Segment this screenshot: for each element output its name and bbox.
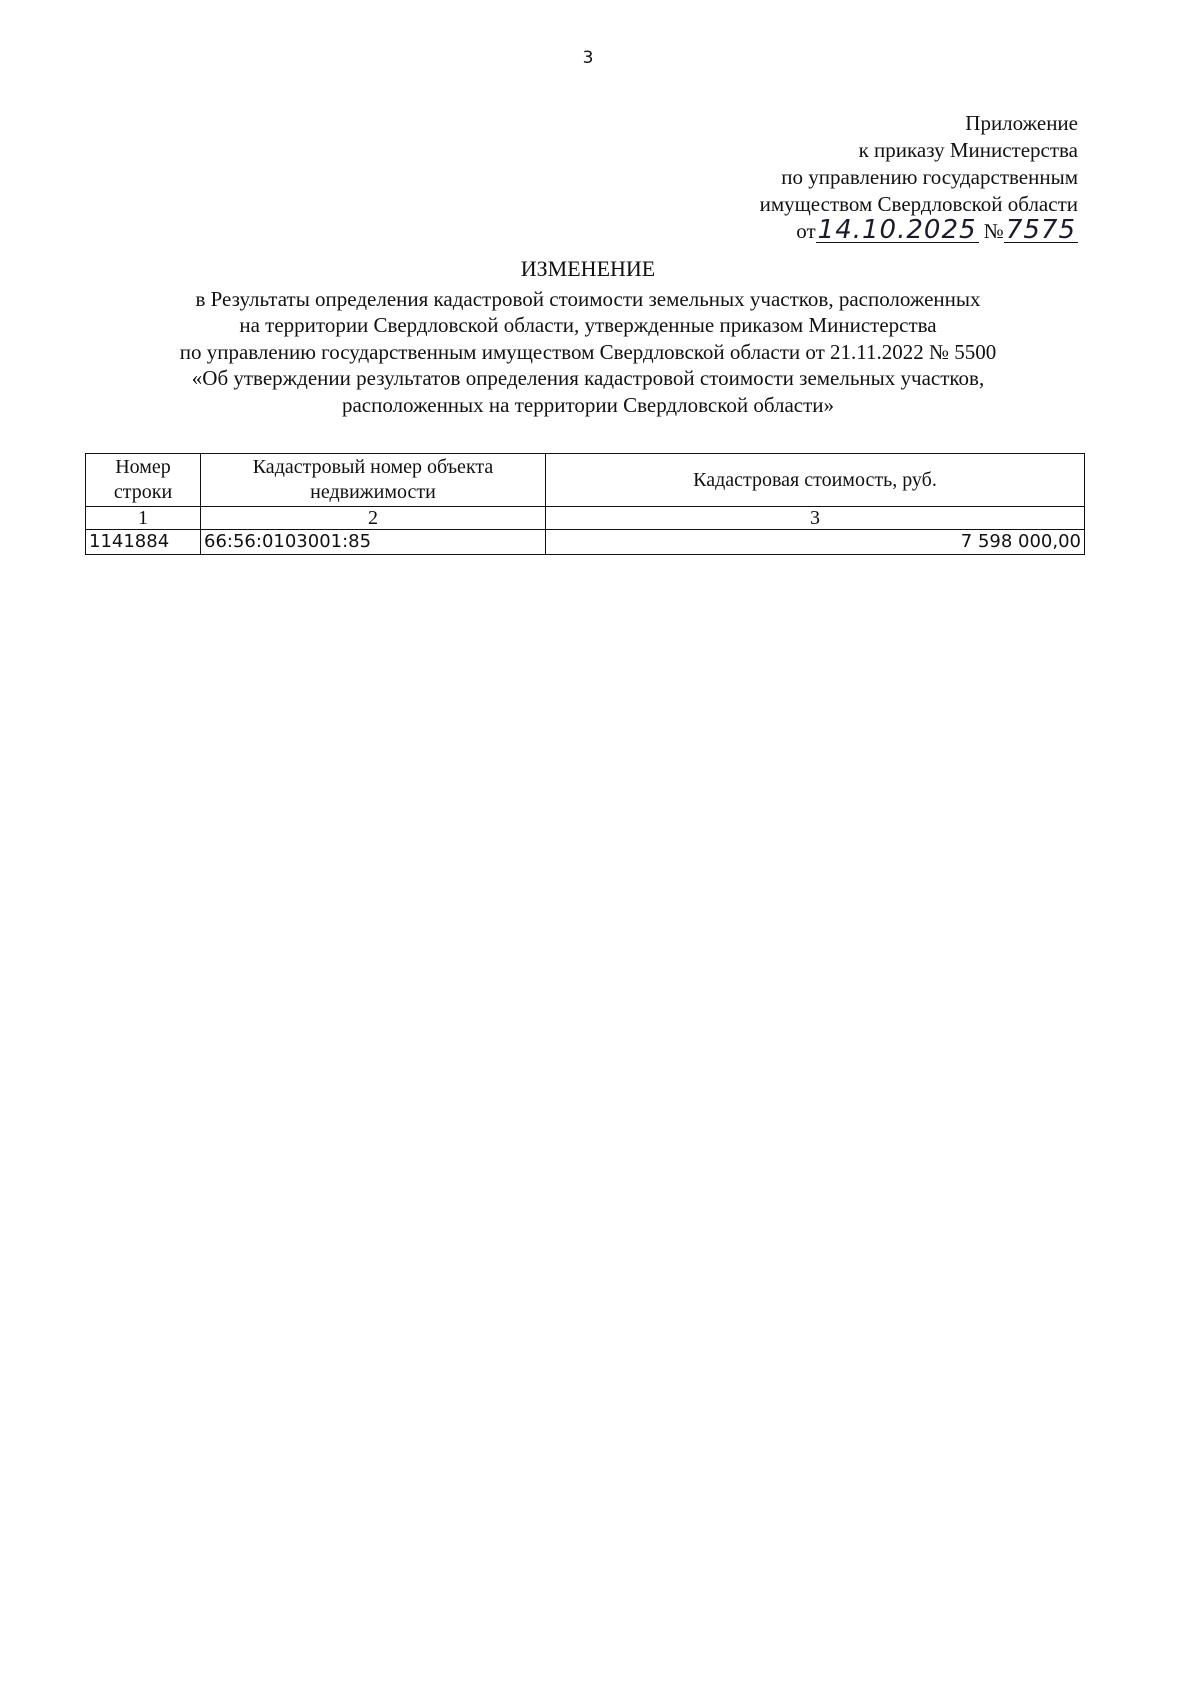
table-row bbox=[86, 530, 1085, 555]
number-prefix: № bbox=[983, 219, 1004, 243]
cadastral-value-table bbox=[85, 453, 1085, 555]
appendix-line: имуществом Свердловской области bbox=[759, 192, 1078, 216]
title-line: по управлению государственным имуществом Свердловской области от 21.11.2022 № 5500 bbox=[179, 339, 997, 364]
appendix-line: Приложение bbox=[965, 111, 1078, 135]
page-number: 3 bbox=[582, 48, 594, 68]
appendix-block bbox=[760, 110, 1078, 245]
title-line: на территории Свердловской области, утвержденные приказом Министерства bbox=[239, 313, 937, 337]
appendix-line: к приказу Министерства bbox=[858, 138, 1078, 162]
title-line: «Об утверждении результатов определения кадастровой стоимости земельных участков, bbox=[191, 366, 985, 390]
column-number: 1 bbox=[86, 507, 201, 530]
title-line: в Результаты определения кадастровой стоимости земельных участков, расположенных bbox=[195, 286, 981, 311]
cadastral-number-cell: 66:56:0103001:85 bbox=[201, 530, 546, 555]
document-title-block bbox=[0, 256, 1176, 418]
handwritten-number: 7575 bbox=[1005, 215, 1076, 245]
handwritten-date: 14.10.2025 bbox=[817, 215, 977, 245]
order-date-number-line bbox=[760, 215, 1078, 245]
column-number: 2 bbox=[201, 507, 546, 530]
row-number-cell: 1141884 bbox=[86, 530, 201, 555]
column-number-row bbox=[86, 507, 1085, 530]
header-cost: Кадастровая стоимость, руб. bbox=[546, 454, 1085, 507]
appendix-line: по управлению государственным bbox=[781, 165, 1078, 189]
title-line: расположенных на территории Свердловской области» bbox=[341, 392, 835, 417]
date-prefix: от bbox=[796, 219, 816, 243]
header-cadastral-number: Кадастровый номер объекта недвижимости bbox=[201, 454, 546, 507]
cost-cell: 7 598 000,00 bbox=[546, 530, 1085, 555]
document-heading: ИЗМЕНЕНИЕ bbox=[520, 256, 656, 281]
column-number: 3 bbox=[546, 507, 1085, 530]
table-header-row bbox=[86, 454, 1085, 507]
header-row-number: Номер строки bbox=[86, 454, 201, 507]
